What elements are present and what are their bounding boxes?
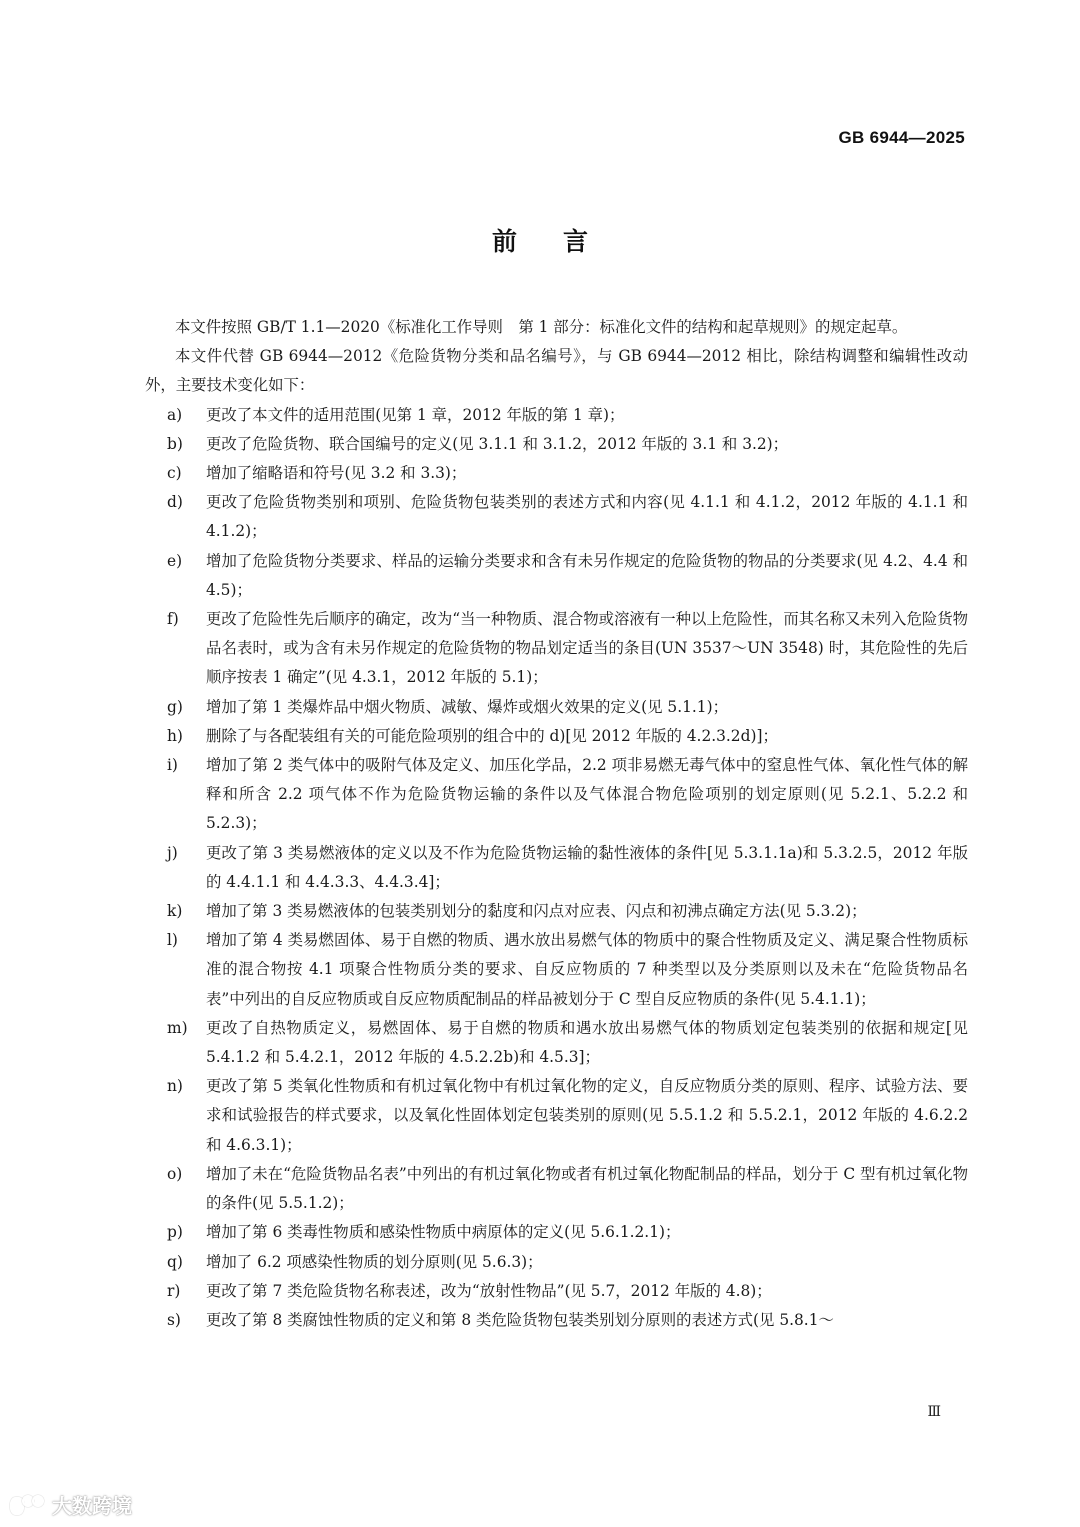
list-item xyxy=(145,430,968,459)
item-marker: p) xyxy=(167,1223,183,1242)
item-text: 删除了与各配装组有关的可能危险项别的组合中的 d)[见 2012 年版的 4.2.3.2d)]； xyxy=(206,726,778,745)
list-item xyxy=(145,839,968,897)
changes-list xyxy=(145,401,968,1336)
list-item xyxy=(145,897,968,926)
replacement-paragraph: 本文件代替 GB 6944—2012《危险货物分类和品名编号》，与 GB 6944—2012 相比，除结构调整和编辑性改动外，主要技术变化如下： xyxy=(145,347,968,395)
list-item xyxy=(145,401,968,430)
brand-logo-icon xyxy=(10,1495,46,1515)
list-item xyxy=(145,1218,968,1247)
list-item xyxy=(145,693,968,722)
item-marker: q) xyxy=(167,1252,183,1271)
item-marker: f) xyxy=(167,610,179,629)
item-marker: b) xyxy=(167,434,183,453)
item-text: 更改了第 7 类危险货物名称表述，改为“放射性物品”(见 5.7，2012 年版的 4.8)； xyxy=(206,1281,772,1300)
list-item xyxy=(145,459,968,488)
page-number: Ⅲ xyxy=(927,1404,941,1420)
item-marker: c) xyxy=(167,464,182,483)
item-marker: s) xyxy=(167,1310,181,1329)
item-text: 更改了危险性先后顺序的确定，改为“当一种物质、混合物或溶液有一种以上危险性，而其名称又未列入危险货物品名表时，或为含有未另作规定的危险货物的物品划定适当的条目(UN 3537～UN 3548) 时，其危险性的先后顺序按表 1 确定”(见 4.3.1，2012 年版的 5.1)； xyxy=(206,610,969,687)
page-title: 前言 xyxy=(491,227,634,256)
item-text: 增加了第 3 类易燃液体的包装类别划分的黏度和闪点对应表、闪点和初沸点确定方法(见 5.3.2)； xyxy=(206,902,867,921)
item-text: 增加了第 1 类爆炸品中烟火物质、减敏、爆炸或烟火效果的定义(见 5.1.1)； xyxy=(206,697,728,716)
item-text: 增加了第 6 类毒性物质和感染性物质中病原体的定义(见 5.6.1.2.1)； xyxy=(206,1223,681,1242)
intro-paragraph: 本文件按照 GB/T 1.1—2020《标准化工作导则 第 1 部分：标准化文件的结构和起草规则》的规定起草。 xyxy=(175,318,908,336)
item-text: 更改了第 5 类氧化性物质和有机过氧化物中有机过氧化物的定义，自反应物质分类的原则、程序、试验方法、要求和试验报告的样式要求，以及氧化性固体划定包装类别的原则(见 5.5.1.2 和 5.5.2.1，2012 年版的 4.6.2.2 和 4.6.3.1)； xyxy=(206,1077,968,1154)
list-item xyxy=(145,1160,968,1218)
list-item xyxy=(145,1277,968,1306)
item-text: 增加了缩略语和符号(见 3.2 和 3.3)； xyxy=(206,464,467,483)
item-marker: d) xyxy=(167,493,183,512)
list-item xyxy=(145,926,968,1014)
list-item xyxy=(145,751,968,839)
item-marker: o) xyxy=(167,1164,183,1183)
item-marker: h) xyxy=(167,726,183,745)
foreword-body xyxy=(145,313,968,1335)
item-text: 增加了未在“危险货物品名表”中列出的有机过氧化物或者有机过氧化物配制品的样品，划分于 C 型有机过氧化物的条件(见 5.5.1.2)； xyxy=(206,1164,968,1213)
watermark-text: 大数跨境 xyxy=(52,1494,132,1518)
list-item xyxy=(145,1014,968,1072)
item-text: 更改了第 3 类易燃液体的定义以及不作为危险货物运输的黏性液体的条件[见 5.3.1.1a)和 5.3.2.5，2012 年版的 4.4.1.1 和 4.4.3.3、4.4.3.4]； xyxy=(206,843,968,891)
item-marker: g) xyxy=(167,697,183,716)
item-text: 更改了危险货物、联合国编号的定义(见 3.1.1 和 3.1.2，2012 年版的 3.1 和 3.2)； xyxy=(206,434,789,453)
list-item xyxy=(145,488,968,546)
item-text: 增加了第 4 类易燃固体、易于自燃的物质、遇水放出易燃气体的物质中的聚合性物质及定义、满足聚合性物质标准的混合物按 4.1 项聚合性物质分类的要求、自反应物质的 7 种类型以及分类原则以及未在“危险货物品名表”中列出的自反应物质或自反应物质配制品的样品被划分于 C 型自反应物质的条件(见 5.4.1.1)； xyxy=(206,931,968,1008)
document-code: GB 6944—2025 xyxy=(838,128,965,147)
list-item xyxy=(145,1306,968,1335)
item-text: 增加了危险货物分类要求、样品的运输分类要求和含有未另作规定的危险货物的物品的分类要求(见 4.2、4.4 和 4.5)； xyxy=(206,551,968,599)
list-item xyxy=(145,1248,968,1277)
item-text: 更改了自热物质定义，易燃固体、易于自燃的物质和遇水放出易燃气体的物质划定包装类别的依据和规定[见 5.4.1.2 和 5.4.2.1，2012 年版的 4.5.2.2b)和 4.5.3]； xyxy=(206,1018,968,1067)
item-text: 更改了危险货物类别和项别、危险货物包装类别的表述方式和内容(见 4.1.1 和 4.1.2，2012 年版的 4.1.1 和 4.1.2)； xyxy=(206,493,968,541)
list-item xyxy=(145,1072,968,1160)
item-marker: r) xyxy=(167,1281,181,1300)
item-marker: k) xyxy=(167,902,183,921)
item-text: 增加了第 2 类气体中的吸附气体及定义、加压化学品，2.2 项非易燃无毒气体中的窒息性气体、氧化性气体的解释和所含 2.2 项气体不作为危险货物运输的条件以及气体混合物危险项别的划定原则(见 5.2.1、5.2.2 和 5.2.3)； xyxy=(206,756,968,833)
item-text: 更改了第 8 类腐蚀性物质的定义和第 8 类危险货物包装类别划分原则的表述方式(见 5.8.1～ xyxy=(206,1310,834,1329)
list-item xyxy=(145,605,968,693)
item-marker: i) xyxy=(167,756,178,775)
watermark xyxy=(10,1490,132,1519)
item-text: 更改了本文件的适用范围(见第 1 章，2012 年版的第 1 章)； xyxy=(206,405,625,424)
item-marker: m) xyxy=(167,1018,188,1037)
item-marker: n) xyxy=(167,1077,183,1096)
item-marker: a) xyxy=(167,405,183,424)
item-text: 增加了 6.2 项感染性物质的划分原则(见 5.6.3)； xyxy=(206,1252,543,1271)
list-item xyxy=(145,547,968,605)
item-marker: l) xyxy=(167,931,178,950)
list-item xyxy=(145,722,968,751)
item-marker: j) xyxy=(167,843,178,862)
item-marker: e) xyxy=(167,551,183,570)
